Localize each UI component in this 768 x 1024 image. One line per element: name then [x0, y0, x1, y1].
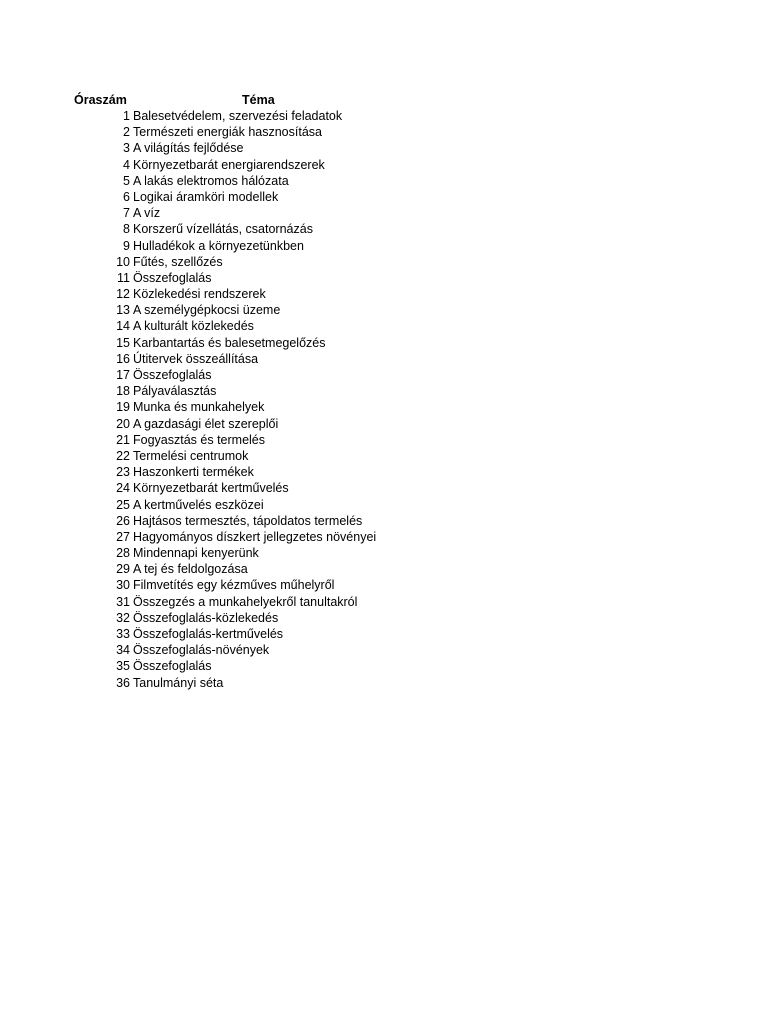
table-row: [0, 124, 768, 140]
table-row: [0, 529, 768, 545]
table-row: [0, 351, 768, 367]
lesson-number: 8: [123, 222, 130, 237]
lesson-topic: Mindennapi kenyerünk: [133, 546, 259, 561]
table-row: [0, 497, 768, 513]
lesson-number: 24: [116, 481, 130, 496]
column-header-topic: Téma: [242, 93, 275, 107]
lesson-number: 12: [116, 287, 130, 302]
lesson-topic: Balesetvédelem, szervezési feladatok: [133, 109, 343, 123]
lesson-number: 14: [116, 319, 130, 334]
lesson-topic: Összefoglalás: [133, 368, 212, 382]
lesson-topic: A víz: [133, 206, 161, 221]
table-row: [0, 318, 768, 334]
lesson-topic: Korszerű vízellátás, csatornázás: [133, 222, 313, 237]
lesson-number: 32: [116, 610, 130, 625]
lesson-number: 36: [116, 675, 130, 690]
lesson-topic: Hulladékok a környezetünkben: [133, 238, 304, 253]
table-row: [0, 189, 768, 205]
table-row: [0, 448, 768, 464]
lesson-number: 16: [116, 351, 130, 366]
lesson-number: 4: [123, 157, 130, 172]
lesson-number: 6: [123, 189, 130, 204]
lesson-topic: Hagyományos díszkert jellegzetes növényei: [133, 529, 377, 544]
table-row: [0, 658, 768, 674]
table-header: [0, 92, 768, 108]
lesson-topic: Környezetbarát energiarendszerek: [133, 157, 325, 172]
lesson-topic: A lakás elektromos hálózata: [133, 173, 289, 188]
lesson-topic: A tej és feldolgozása: [133, 562, 248, 577]
lesson-number: 9: [123, 238, 130, 253]
lesson-number: 19: [116, 400, 130, 415]
table-row: [0, 642, 768, 658]
lesson-topic: Összefoglalás-közlekedés: [133, 610, 279, 625]
table-row: [0, 108, 768, 124]
table-row: [0, 335, 768, 351]
lesson-number: 28: [116, 546, 130, 561]
lesson-topic: A gazdasági élet szereplői: [133, 416, 279, 431]
lesson-number: 10: [116, 254, 130, 269]
lesson-number: 2: [123, 125, 130, 140]
lesson-number: 23: [116, 465, 130, 480]
table-row: [0, 399, 768, 415]
table-row: [0, 383, 768, 399]
lesson-number: 33: [116, 627, 130, 641]
table-row: [0, 205, 768, 221]
table-row: [0, 432, 768, 448]
table-row: [0, 577, 768, 593]
table-row: [0, 157, 768, 173]
lesson-topic: Fogyasztás és termelés: [133, 432, 265, 447]
lesson-number: 34: [116, 643, 130, 658]
lesson-number: 22: [116, 448, 130, 463]
table-row: [0, 367, 768, 383]
lesson-topic: Filmvetítés egy kézműves műhelyről: [133, 578, 335, 593]
lesson-topic: Logikai áramköri modellek: [133, 189, 279, 204]
lesson-number: 35: [116, 659, 130, 674]
table-row: [0, 480, 768, 496]
lesson-topic: Összefoglalás: [133, 270, 212, 285]
table-row: [0, 221, 768, 237]
column-header-hours: Óraszám: [74, 93, 127, 107]
table-row: [0, 286, 768, 302]
lesson-number: 20: [116, 416, 130, 431]
lesson-number: 7: [123, 206, 130, 221]
lesson-topic: Összegzés a munkahelyekről tanultakról: [133, 594, 358, 609]
table-row: [0, 610, 768, 626]
table-row: [0, 416, 768, 432]
lesson-number: 18: [116, 384, 130, 399]
lesson-number: 11: [117, 270, 130, 285]
lesson-topic: Összefoglalás-kertművelés: [133, 627, 284, 641]
table-row: [0, 464, 768, 480]
lesson-topic: Összefoglalás: [133, 659, 212, 674]
lesson-list: [0, 108, 768, 691]
table-row: [0, 270, 768, 286]
table-row: [0, 254, 768, 270]
lesson-topic: Hajtásos termesztés, tápoldatos termelés: [133, 513, 363, 528]
table-row: [0, 626, 768, 642]
lesson-number: 26: [116, 513, 130, 528]
lesson-number: 31: [116, 594, 130, 609]
table-row: [0, 675, 768, 691]
lesson-topic: Közlekedési rendszerek: [133, 287, 266, 302]
lesson-topic: Haszonkerti termékek: [133, 465, 254, 480]
table-row: [0, 140, 768, 156]
lesson-topic: Pályaválasztás: [133, 384, 217, 399]
lesson-number: 25: [116, 497, 130, 512]
lesson-topic: Útitervek összeállítása: [133, 351, 259, 366]
table-row: [0, 173, 768, 189]
table-row: [0, 513, 768, 529]
lesson-topic: A világítás fejlődése: [133, 141, 244, 156]
table-row: [0, 302, 768, 318]
lesson-number: 17: [116, 368, 130, 382]
table-row: [0, 238, 768, 254]
lesson-number: 13: [116, 303, 130, 318]
lesson-topic: Termelési centrumok: [133, 448, 249, 463]
lesson-topic: Környezetbarát kertművelés: [133, 481, 289, 496]
lesson-topic: Természeti energiák hasznosítása: [133, 125, 322, 140]
lesson-number: 29: [116, 562, 130, 577]
table-row: [0, 561, 768, 577]
lesson-topic: A kertművelés eszközei: [133, 497, 264, 512]
lesson-number: 30: [116, 578, 130, 593]
lesson-topic: A személygépkocsi üzeme: [133, 303, 281, 318]
lesson-topic: A kulturált közlekedés: [133, 319, 254, 334]
lesson-number: 15: [116, 335, 130, 350]
lesson-number: 21: [116, 432, 130, 447]
lesson-topic: Összefoglalás-növények: [133, 643, 270, 658]
lesson-topic: Fűtés, szellőzés: [133, 254, 223, 269]
lesson-topic: Karbantartás és balesetmegelőzés: [133, 335, 326, 350]
lesson-topic: Munka és munkahelyek: [133, 400, 265, 415]
lesson-number: 27: [116, 529, 130, 544]
lesson-topic: Tanulmányi séta: [133, 675, 224, 690]
lesson-number: 1: [123, 109, 130, 123]
lesson-number: 5: [123, 173, 130, 188]
table-row: [0, 594, 768, 610]
lesson-number: 3: [123, 141, 130, 156]
table-row: [0, 545, 768, 561]
